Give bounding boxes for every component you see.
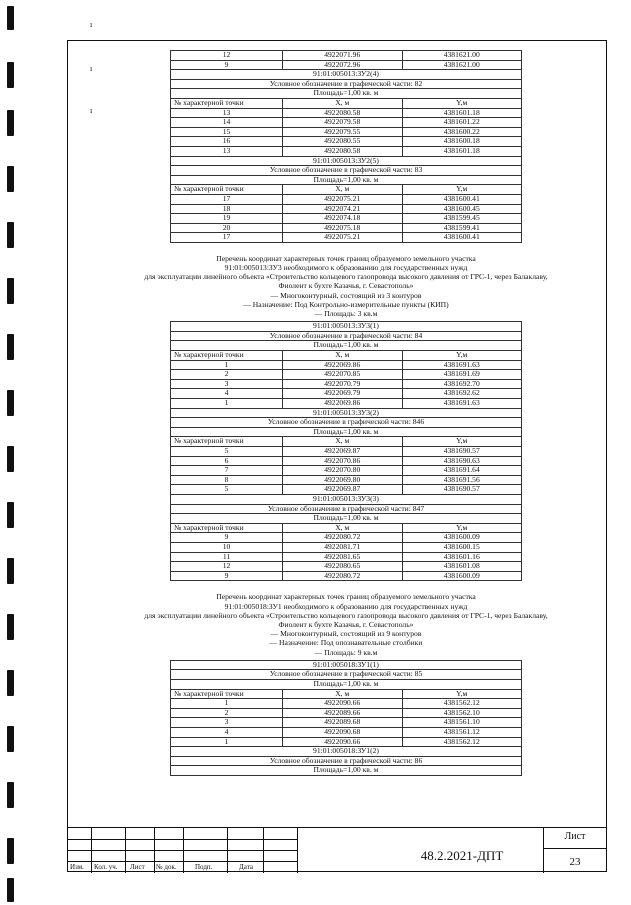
table-header: № характерной точки X, м Y,м (171, 437, 522, 447)
table-row: 18 4922074.21 4381600.45 (171, 204, 522, 214)
table-row: 2 4922070.85 4381691.69 (171, 370, 522, 380)
stamp-label-doc: № док. (156, 863, 177, 871)
table-header: № характерной точки X, м Y,м (171, 351, 522, 361)
table-row: 3 4922070.79 4381692.70 (171, 379, 522, 389)
table-row: 9 4922072.96 4381621.00 (171, 60, 522, 70)
table-row: 1 4922090.66 4381562.12 (171, 737, 522, 747)
contour-id: 91:01:005013:ЗУ2(5) (171, 156, 522, 166)
table-row: 13 4922080.58 4381601.18 (171, 108, 522, 118)
table-row: 17 4922075.21 4381600.41 (171, 233, 522, 243)
stamp-label-sheet: Лист (130, 863, 145, 871)
table-header: № характерной точки X, м Y,м (171, 523, 522, 533)
table-row: 20 4922075.18 4381599.41 (171, 223, 522, 233)
table-row: 3 4922089.68 4381561.10 (171, 718, 522, 728)
legend-label: Условное обозначение в графической части: 84 (171, 331, 522, 341)
contour-id: 91:01:005018:ЗУ1(1) (171, 660, 522, 670)
legend-label: Условное обозначение в графической части: 85 (171, 670, 522, 680)
table-row: 16 4922080.55 4381600.18 (171, 137, 522, 147)
document-code: 48.2.2021-ДПТ (420, 848, 504, 863)
table-row: 7 4922070.80 4381691.64 (171, 466, 522, 476)
legend-label: Условное обозначение в графической части: 82 (171, 79, 522, 89)
area-label: Площадь=1,00 кв. м (171, 514, 522, 524)
table-row: 13 4922080.58 4381601.18 (171, 146, 522, 156)
section-heading-zu1: Перечень координат характерных точек границ образуемого земельного участка 91:01:005018:ЗУ1 необходимого к образованию для государственных нужд для эксплуатации линейного объекта «Строительство кольцевого газопровода высокого давления от ГРС-1, через Балаклаву, Фиолент к бухте Казачья, г. Севастополь» — Многоконтурный, состоящий из 9 контуров — Назначение: Под опознавательные столбики — Площадь: 9 кв.м (144, 592, 548, 657)
stamp-label-signature: Подп. (195, 863, 213, 871)
table-row: 19 4922074.18 4381599.45 (171, 214, 522, 224)
sheet-label: Лист (564, 831, 586, 842)
stamp-label-date: Дата (239, 863, 253, 871)
table-row: 9 4922080.72 4381600.09 (171, 533, 522, 543)
area-label: Площадь=1,00 кв. м (171, 766, 522, 776)
legend-label: Условное обозначение в графической части: 86 (171, 756, 522, 766)
table-row: 14 4922079.58 4381601.22 (171, 118, 522, 128)
table-row: 4 4922090.68 4381561.12 (171, 727, 522, 737)
table-row: 12 4922071.96 4381621.00 (171, 51, 522, 61)
coordinates-table-zu1 (170, 660, 522, 776)
table-header: № характерной точки X, м Y,м (171, 689, 522, 699)
table-row: 9 4922080.72 4381600.09 (171, 571, 522, 581)
table-row: 4 4922069.79 4381692.62 (171, 389, 522, 399)
table-row: 1 4922069.86 4381691.63 (171, 399, 522, 409)
table-row: 1 4922069.86 4381691.63 (171, 360, 522, 370)
table-row: 11 4922081.65 4381601.16 (171, 552, 522, 562)
table-row: 12 4922080.65 4381601.08 (171, 562, 522, 572)
title-block (67, 827, 607, 873)
legend-label: Условное обозначение в графической части: 83 (171, 166, 522, 176)
stamp-label-count: Кол. уч. (94, 863, 118, 871)
table-header: № характерной точки X, м Y,м (171, 98, 522, 108)
contour-id: 91:01:005013:ЗУ2(4) (171, 70, 522, 80)
legend-label: Условное обозначение в графической части: 847 (171, 504, 522, 514)
area-label: Площадь=1,00 кв. м (171, 341, 522, 351)
table-row: 5 4922069.87 4381690.57 (171, 447, 522, 457)
area-label: Площадь=1,00 кв. м (171, 175, 522, 185)
table-row: 10 4922081.71 4381600.15 (171, 542, 522, 552)
contour-id: 91:01:005018:ЗУ1(2) (171, 747, 522, 757)
coordinates-table-continued (170, 50, 522, 243)
table-row: 17 4922075.21 4381600.41 (171, 194, 522, 204)
contour-id: 91:01:005013:ЗУ3(1) (171, 322, 522, 332)
table-row: 8 4922069.80 4381691.56 (171, 475, 522, 485)
table-row: 15 4922079.55 4381600.22 (171, 127, 522, 137)
contour-id: 91:01:005013:ЗУ3(3) (171, 494, 522, 504)
table-row: 5 4922069.87 4381690.57 (171, 485, 522, 495)
area-label: Площадь=1,00 кв. м (171, 679, 522, 689)
contour-id: 91:01:005013:ЗУ3(2) (171, 408, 522, 418)
table-header: № характерной точки X, м Y,м (171, 185, 522, 195)
table-row: 2 4922089.66 4381562.10 (171, 708, 522, 718)
table-row: 6 4922070.86 4381690.63 (171, 456, 522, 466)
table-row: 1 4922090.66 4381562.12 (171, 699, 522, 709)
legend-label: Условное обозначение в графической части: 846 (171, 418, 522, 428)
stamp-label-change: Изм. (70, 863, 84, 871)
coordinates-table-zu3 (170, 321, 522, 581)
area-label: Площадь=1,00 кв. м (171, 427, 522, 437)
section-heading-zu3: Перечень координат характерных точек границ образуемого земельного участка 91:01:005013:ЗУ3 необходимого к образованию для государственных нужд для эксплуатации линейного объекта «Строительство кольцевого газопровода высокого давления от ГРС-1, через Балаклаву, Фиолент к бухте Казачья, г. Севастополь» — Многоконтурный, состоящий из 3 контуров — Назначение: Под Контрольно-измерительные пункты (КИП) — Площадь: 3 кв.м (144, 253, 548, 319)
area-label: Площадь=1,00 кв. м (171, 89, 522, 99)
sheet-number: 23 (569, 856, 581, 868)
document-body (144, 50, 548, 776)
